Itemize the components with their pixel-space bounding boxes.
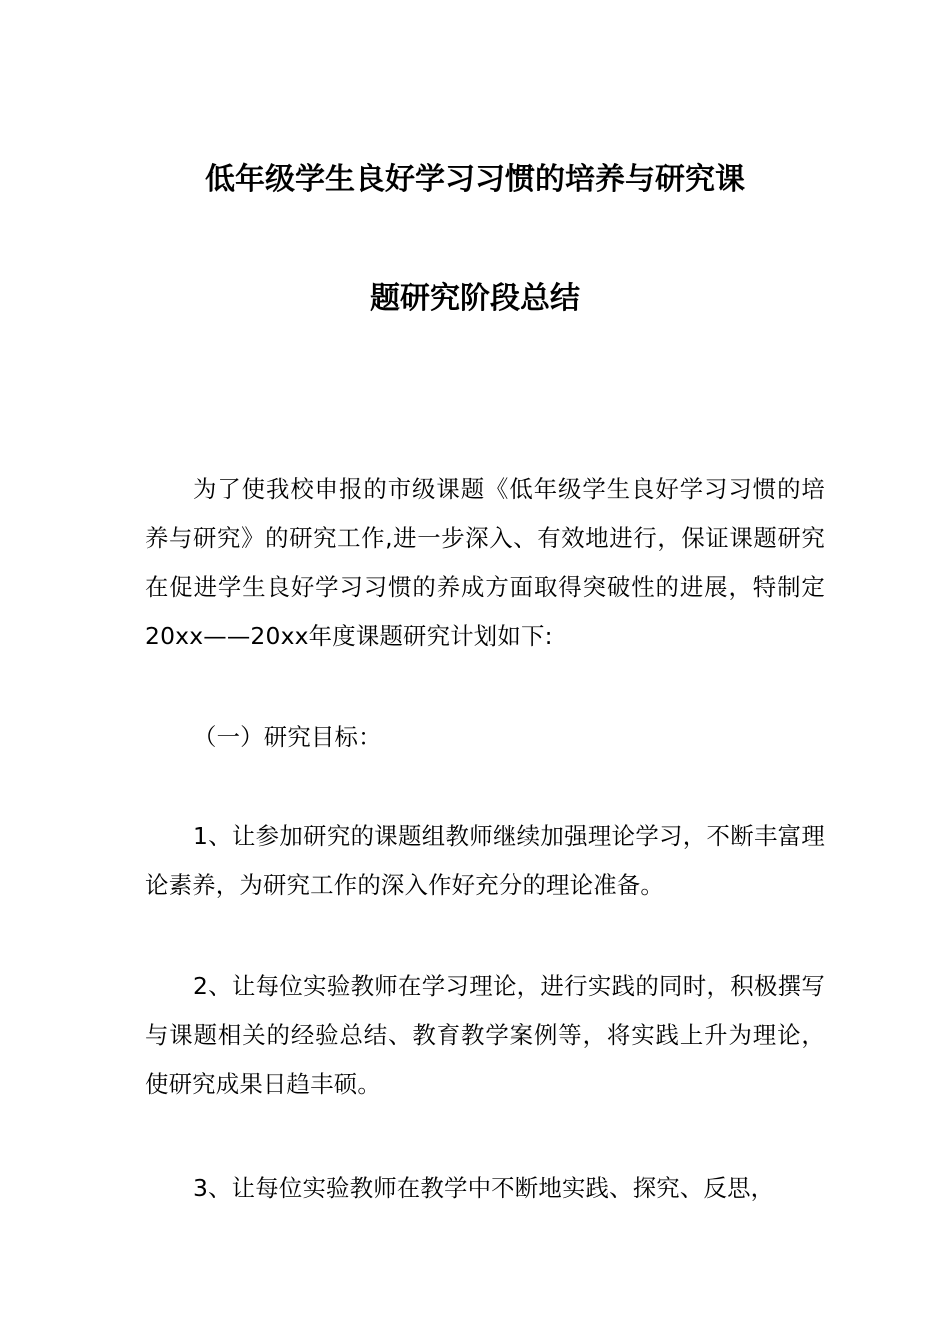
- intro-paragraph: 为了使我校申报的市级课题《低年级学生良好学习习惯的培养与研究》的研究工作,进一步深入、有效地进行，保证课题研究在促进学生良好学习习惯的养成方面取得突破性的进展，特制定20xx——20xx年度课题研究计划如下:: [145, 475, 825, 650]
- goal-item-3: 3、让每位实验教师在教学中不断地实践、探究、反思，: [193, 1174, 775, 1202]
- goal-item-2: 2、让每位实验教师在学习理论，进行实践的同时，积极撰写与课题相关的经验总结、教育教学案例等，将实践上升为理论，使研究成果日趋丰硕。: [145, 972, 825, 1098]
- goal-item-1: 1、让参加研究的课题组教师继续加强理论学习，不断丰富理论素养，为研究工作的深入作好充分的理论准备。: [145, 822, 825, 899]
- section-heading: （一）研究目标：: [193, 723, 382, 751]
- document-title-line-1: 低年级学生良好学习习惯的培养与研究课: [205, 162, 745, 197]
- document-title-line-2: 题研究阶段总结: [370, 281, 580, 316]
